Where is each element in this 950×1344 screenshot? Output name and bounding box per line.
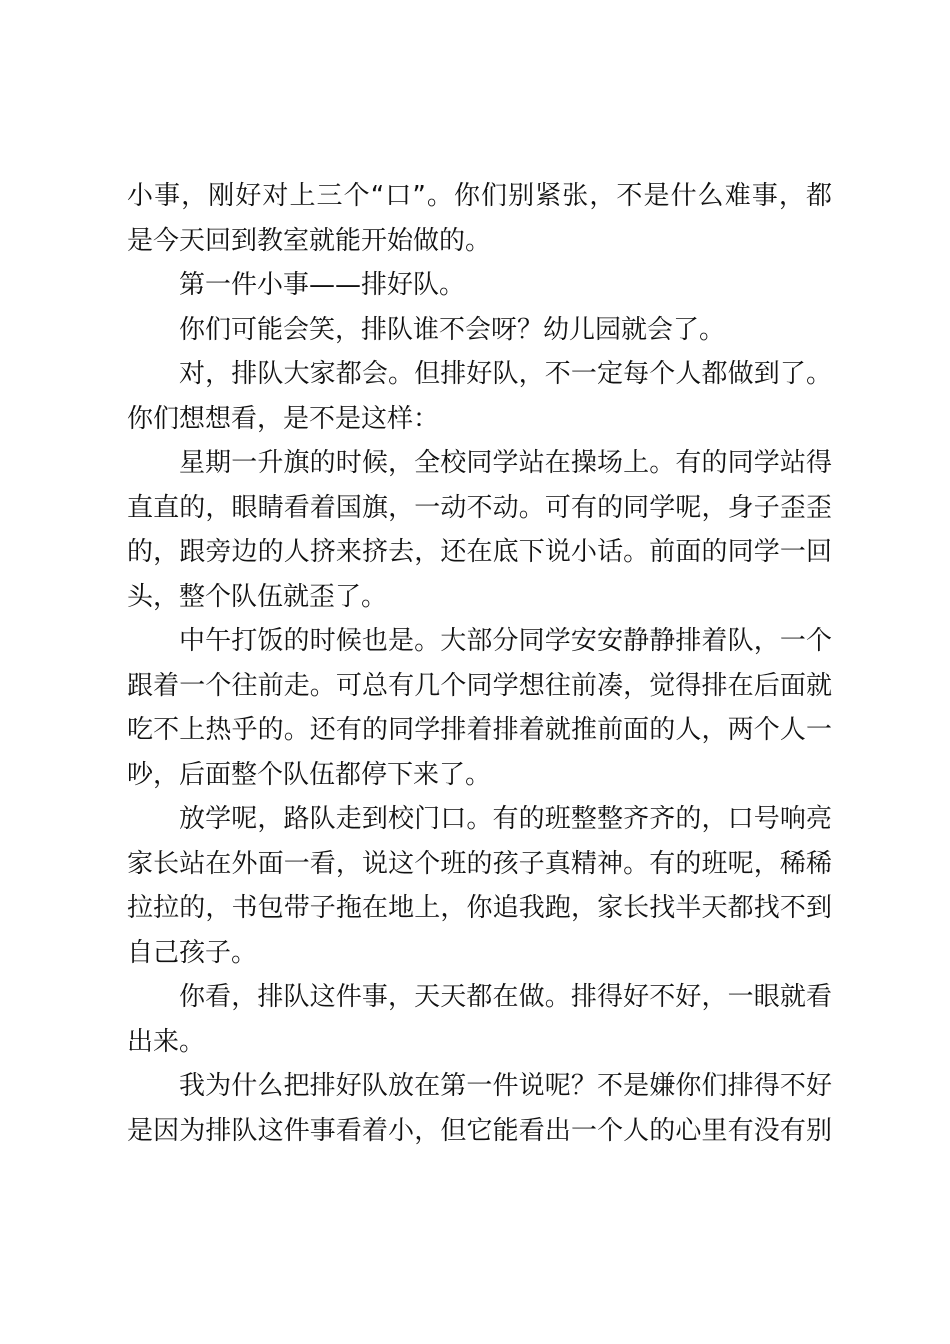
text-line: 我为什么把排好队放在第一件说呢？不是嫌你们排得不好 (179, 1071, 832, 1101)
text-line: 你看，排队这件事，天天都在做。排得好不好，一眼就看 (179, 982, 832, 1012)
text-line: 吃不上热乎的。还有的同学排着排着就推前面的人，两个人一 (127, 715, 832, 745)
text-line: 自己孩子。 (127, 937, 258, 968)
text-line: 放学呢，路队走到校门口。有的班整整齐齐的，口号响亮 (179, 804, 832, 834)
text-line: 星期一升旗的时候，全校同学站在操场上。有的同学站得 (179, 448, 832, 478)
text-line: 是因为排队这件事看着小，但它能看出一个人的心里有没有别 (127, 1115, 832, 1146)
text-line: 你们可能会笑，排队谁不会呀？幼儿园就会了。 (179, 314, 726, 345)
text-line: 吵，后面整个队伍都停下来了。 (127, 759, 492, 790)
text-line: 第一件小事——排好队。 (179, 270, 466, 300)
text-line: 你们想想看，是不是这样： (127, 403, 440, 434)
text-line: 是今天回到教室就能开始做的。 (127, 225, 492, 256)
text-line: 小事，刚好对上三个“口”。你们别紧张，不是什么难事，都 (127, 181, 832, 211)
document-page (127, 174, 832, 1153)
text-line: 对，排队大家都会。但排好队，不一定每个人都做到了。 (179, 359, 832, 389)
text-line: 出来。 (127, 1026, 206, 1057)
text-line: 跟着一个往前走。可总有几个同学想往前凑，觉得排在后面就 (127, 670, 832, 701)
text-line: 拉拉的，书包带子拖在地上，你追我跑，家长找半天都找不到 (127, 893, 832, 923)
text-line: 的，跟旁边的人挤来挤去，还在底下说小话。前面的同学一回 (127, 537, 832, 567)
text-line: 中午打饭的时候也是。大部分同学安安静静排着队，一个 (179, 626, 832, 656)
text-line: 家长站在外面一看，说这个班的孩子真精神。有的班呢，稀稀 (127, 848, 832, 879)
text-line: 头，整个队伍就歪了。 (127, 581, 388, 612)
text-line: 直直的，眼睛看着国旗，一动不动。可有的同学呢，身子歪歪 (127, 492, 832, 523)
